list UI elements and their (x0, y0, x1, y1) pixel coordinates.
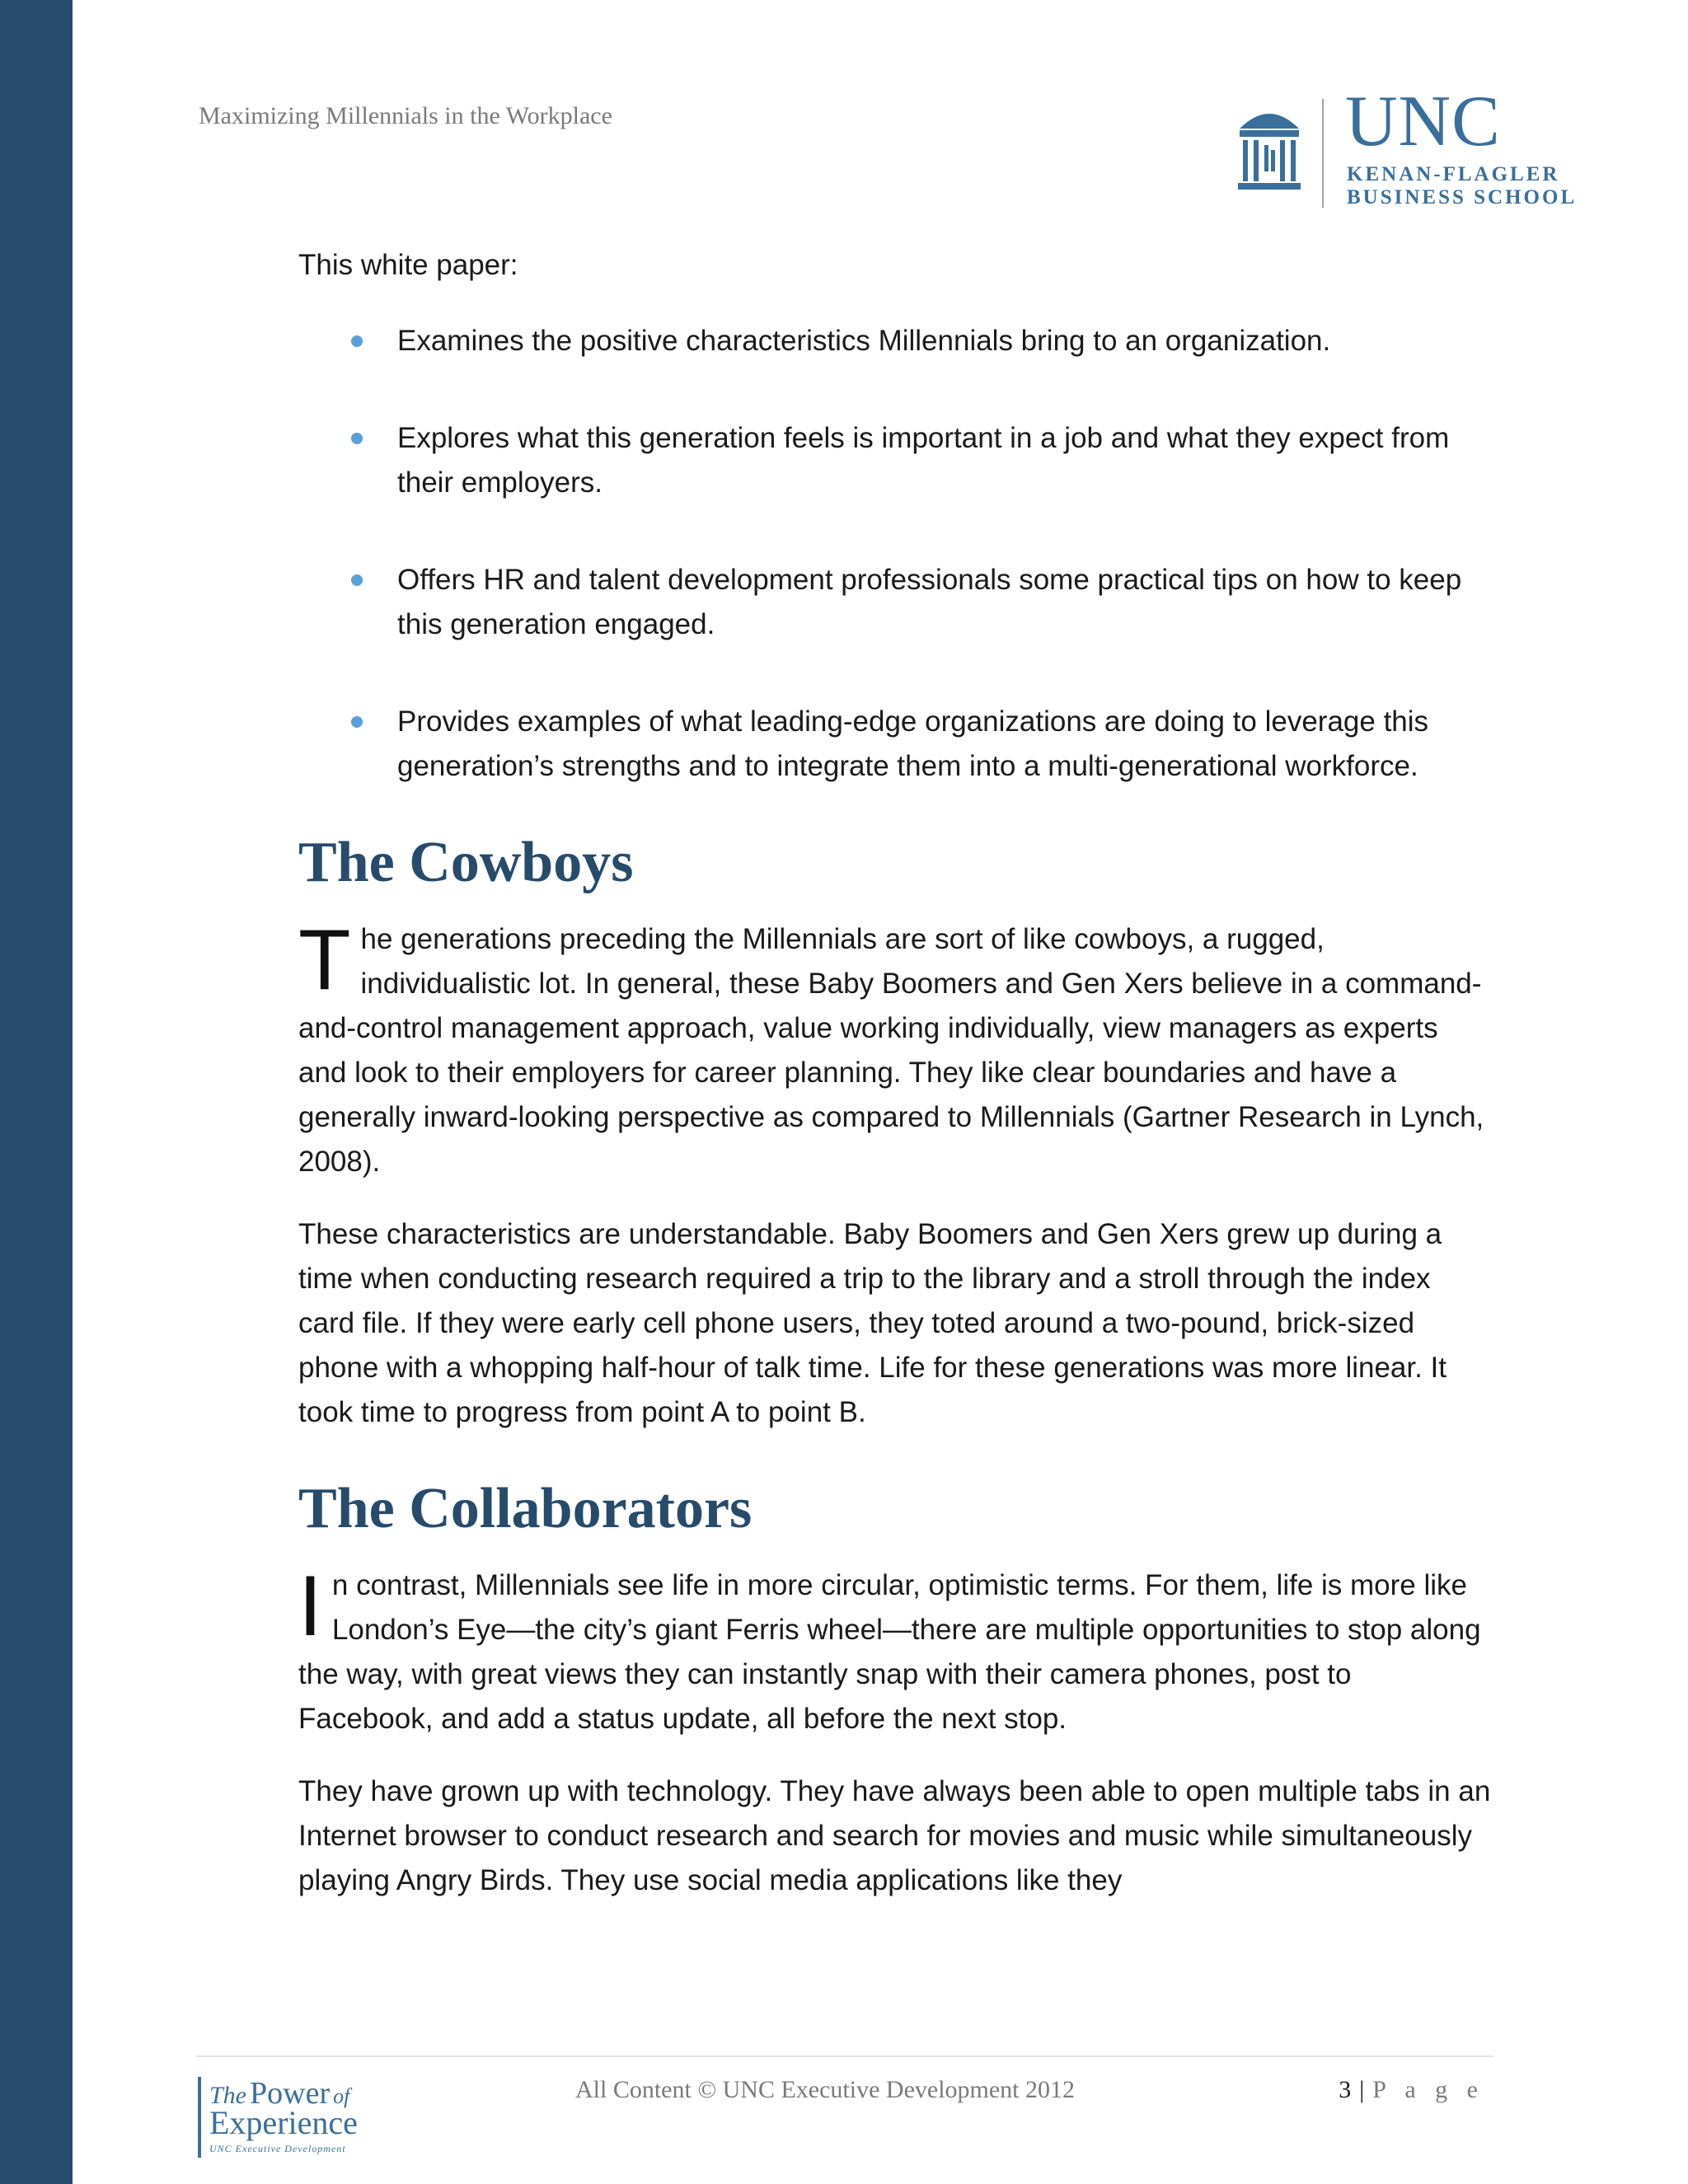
left-accent-bar (0, 0, 73, 2184)
page-separator: | (1359, 2076, 1365, 2103)
paragraph-text: n contrast, Millennials see life in more circular, optimistic terms. For them, life is more like London’s Eye—the city’s giant Ferris wheel—there are multiple opportunities to stop along the way, with great views they can instantly snap with their camera phones, post to Facebook, and add a status update, all before the next stop. (298, 1569, 1481, 1735)
bullet-icon (351, 433, 363, 444)
footer-page-number (1339, 2076, 1484, 2104)
page-label: P a g e (1372, 2076, 1484, 2103)
paragraph: They have grown up with technology. They have always been able to open multiple tabs in an Internet browser to conduct research and search for movies and music while simultaneously playing Angry Birds. They use social media applications like they (298, 1775, 1491, 1896)
bullet-text: Examines the positive characteristics Millennials bring to an organization. (397, 325, 1331, 357)
footer-copyright: All Content © UNC Executive Development 2012 (575, 2076, 1076, 2103)
bullet-item (298, 319, 1493, 363)
footer-logo-tagline: UNC Executive Development (209, 2143, 346, 2154)
old-well-icon (1236, 104, 1302, 193)
footer-logo-bar (198, 2077, 201, 2158)
document-header-title: Maximizing Millennials in the Workplace (199, 102, 612, 129)
power-of-experience-logo (198, 2075, 412, 2161)
logo-business-school-text: BUSINESS SCHOOL (1347, 186, 1578, 209)
paragraph: These characteristics are understandable. Baby Boomers and Gen Xers grew up during a time when conducting research required a trip to the library and a stroll through the index card file. If they were early cell phone users, they toted around a two-pound, brick-sized phone with a whopping half-hour of talk time. Life for these generations was more linear. It took time to progress from point A to point B. (298, 1218, 1447, 1428)
logo-divider (1322, 99, 1324, 208)
bullet-icon (351, 574, 363, 586)
page-body (298, 243, 1493, 1931)
intro-text: This white paper: (298, 249, 518, 281)
paragraph (298, 1558, 1493, 1741)
bullet-icon (351, 335, 363, 347)
section-heading-collaborators: The Collaborators (298, 1477, 753, 1540)
bullet-item (298, 416, 1493, 505)
footer-logo-experience: Experience (209, 2104, 358, 2141)
logo-unc-text: UNC (1345, 82, 1501, 162)
footer-logo-of: of (333, 2084, 350, 2108)
bullet-item (298, 700, 1493, 789)
footer-logo-power: Power (250, 2076, 331, 2111)
paragraph (298, 912, 1493, 1184)
drop-cap: T (298, 912, 351, 1008)
bullet-item (298, 558, 1493, 647)
bullet-text: Explores what this generation feels is important in a job and what they expect from their employers. (397, 422, 1450, 499)
paragraph-text: he generations preceding the Millennials are sort of like cowboys, a rugged, individualistic lot. In general, these Baby Boomers and Gen Xers believe in a command-and-control management approach, value working individually, view managers as experts and look to their employers for career planning. They like clear boundaries and have a generally inward-looking perspective as compared to Millennials (Gartner Research in Lynch, 2008). (298, 923, 1484, 1178)
bullet-icon (351, 716, 363, 728)
bullet-text: Offers HR and talent development professionals some practical tips on how to keep this generation engaged. (397, 564, 1462, 640)
unc-kenan-flagler-logo (1236, 82, 1599, 213)
footer-logo-the: The (209, 2082, 246, 2109)
footer-divider (196, 2055, 1493, 2057)
section-heading-cowboys: The Cowboys (298, 831, 634, 894)
bullet-text: Provides examples of what leading-edge organizations are doing to leverage this generation’s strengths and to integrate them into a multi-generational workforce. (397, 705, 1429, 782)
bullet-list (298, 319, 1493, 789)
drop-cap: I (298, 1558, 322, 1654)
page-number: 3 (1339, 2076, 1352, 2103)
logo-kenan-flagler-text: KENAN-FLAGLER (1347, 163, 1560, 185)
